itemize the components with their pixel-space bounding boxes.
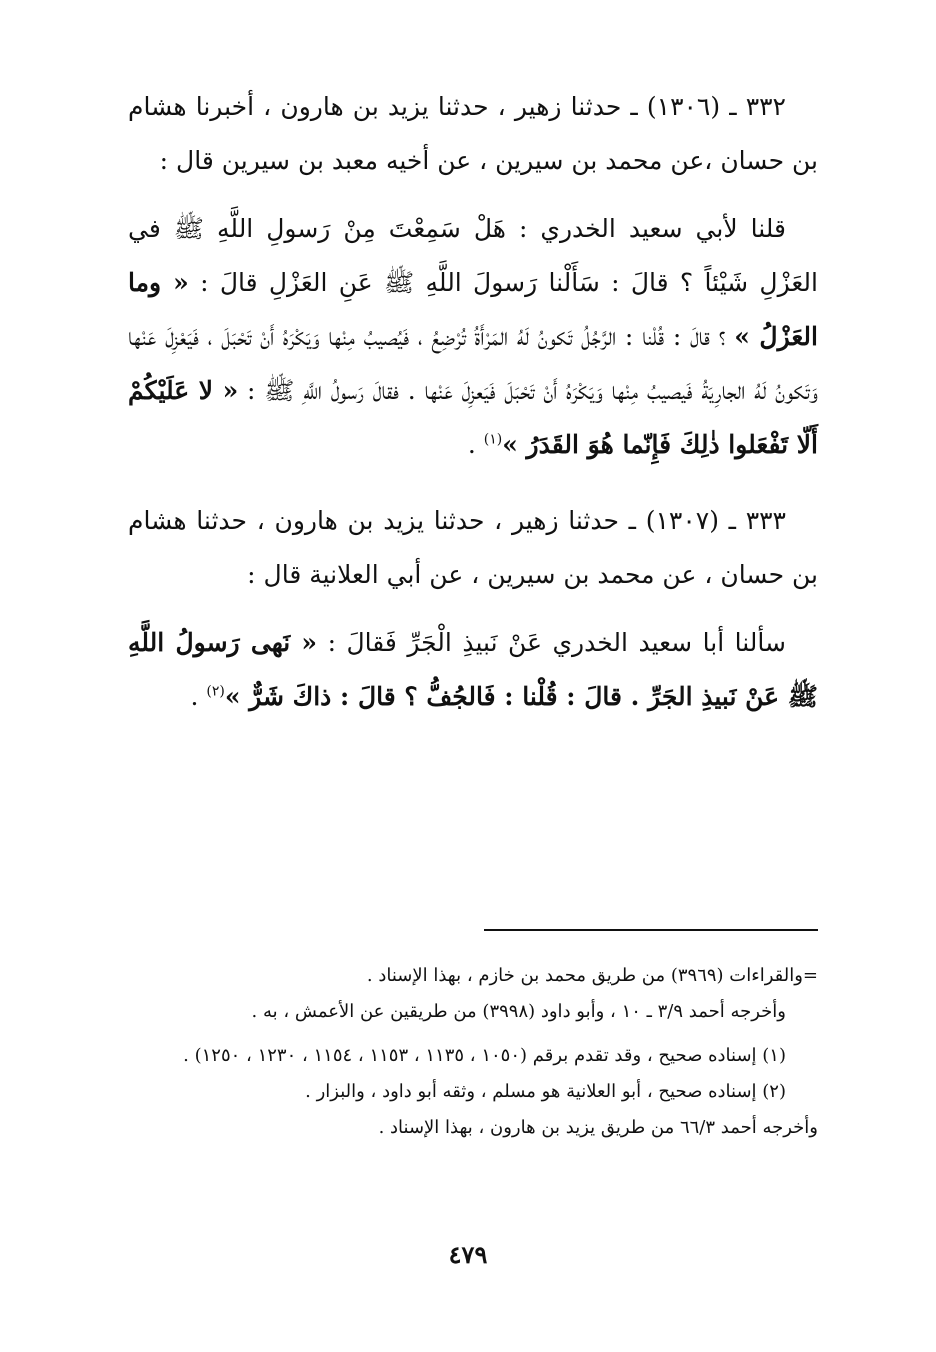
hadith-332-quote-2: « لا عَلَيْكُمْ أَلّا تَفْعَلوا ذٰلِكَ فَإِنّما هُوَ القَدَرُ » [128,376,818,459]
hadith-333-end: . [190,682,199,711]
hadith-333-body [128,616,818,724]
footnote-2-line-2: وأخرجه أحمد ٦٦/٣ من طريق يزيد بن هارون ، بهذا الإسناد . [378,1117,818,1138]
hadith-333-quote: « نَهى رَسولُ اللَّهِ ﷺ عَنْ نَبيذِ الجَرِّ . قالَ : قُلْنا : فَالجُفُّ ؟ قالَ : ذاكَ شَرٌّ » [128,628,818,711]
footnotes [128,958,818,1146]
spacer [128,188,818,202]
footnote-continuation-line-2: وأخرجه أحمد ٣/٩ ـ ١٠ ، وأبو داود (٣٩٩٨) من طريقين عن الأعمش ، به . [251,1001,786,1022]
hadith-332-end: . [467,430,476,459]
footnote-ref-1[interactable]: (١) [483,431,503,448]
main-text [128,80,818,724]
hadith-333-text-intro: سألنا أبا سعيد الخدري عَنْ نَبيذِ الْجَرِّ فَقالَ : [327,628,786,657]
hadith-332-text-middle: ؟ قالَ : قُلْنا : الرَّجُلُ تَكونُ لَهُ المَرْأَةُ تُرْضِعُ ، فَيُصيبُ مِنْها وَيَكْرَهُ أَنْ تَحْبَلَ ، فَيَعْزِلَ عَنْها وَتَكونُ لَهُ الجارِيَةُ فَيصيبُ مِنْها وَيَكْرَهُ أَنْ تَحْبَلَ فَيَعزِلَ عَنْها . فقالَ رَسولُ اللَّهِ ﷺ : [128,322,818,405]
footnote-1: (١) إسناده صحيح ، وقد تقدم برقم (١٠٥٠ ، ١١٣٥ ، ١١٥٣ ، ١١٥٤ ، ١٢٣٠ ، ١٢٥٠) . [183,1045,786,1066]
footnote-separator [484,929,818,931]
spacer [128,472,818,494]
hadith-332-text-intro: قلنا لأبي سعيد الخدري : هَلْ سَمِعْتَ مِنْ رَسولِ اللَّهِ ﷺ في العَزْلِ شَيْئاً ؟ قالَ : سَأَلْنا رَسولَ اللَّهِ ﷺ عَنِ العَزْلِ قالَ : [128,214,818,297]
footnote-continuation-line-1: =والقراءات (٣٩٦٩) من طريق محمد بن خازم ، بهذا الإسناد . [366,965,818,986]
hadith-332-header: ٣٣٢ ـ (١٣٠٦) ـ حدثنا زهير ، حدثنا يزيد بن هارون ، أخبرنا هشام بن حسان ،عن محمد بن سيرين ، عن أخيه معبد بن سيرين قال : [128,92,818,175]
footnote-ref-2[interactable]: (٢) [206,683,225,700]
hadith-333-header: ٣٣٣ ـ (١٣٠٧) ـ حدثنا زهير ، حدثنا يزيد بن هارون ، حدثنا هشام بن حسان ، عن محمد بن سيرين ، عن أبي العلانية قال : [128,506,818,589]
hadith-332-quote-1: « وما العَزْلُ » [128,268,818,351]
hadith-332-body [128,202,818,472]
footnote-2-line-1: (٢) إسناده صحيح ، أبو العلانية هو مسلم ، وثقه أبو داود ، والبزار . [305,1081,786,1102]
spacer [128,1030,818,1038]
spacer [128,602,818,616]
page-number: ٤٧٩ [448,1240,488,1269]
